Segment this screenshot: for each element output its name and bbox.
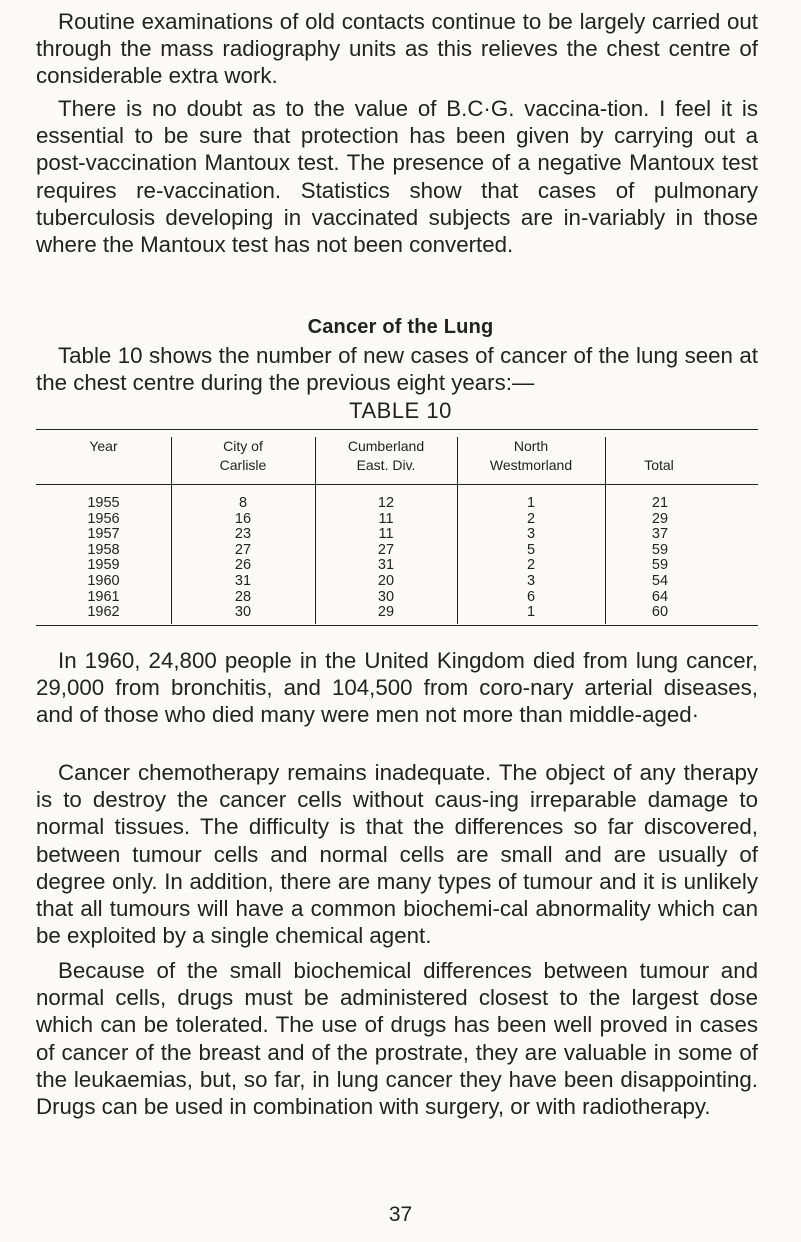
header-city-of-carlisle: City of Carlisle: [219, 438, 267, 473]
paragraph-drug-therapy: Because of the small biochemical differences between tumour and normal cells, drugs must be administered closest to the largest dose which can be tolerated. The use of drugs has been well proved in cases of cancer of the breast and of the prostrate, they are valuable in some of the leukaemias, but, so far, in lung cancer they have been disappointing. Drugs can be used in combination with surgery, or with radiotherapy.: [36, 958, 758, 1120]
column-carlisle-values: 8 16 23 27 26 31 28 30: [234, 495, 252, 621]
table-bottom-rule: [36, 625, 758, 626]
table-title: TABLE 10: [349, 398, 452, 423]
header-total: Total: [644, 457, 674, 473]
table-header-rule: [36, 484, 758, 485]
column-year-values: 1955 1956 1957 1958 1959 1960 1961 1962: [87, 495, 120, 621]
column-total-values: 21 29 37 59 59 54 64 60: [651, 495, 669, 621]
page-number: 37: [388, 1203, 413, 1226]
paragraph-table-intro: Table 10 shows the number of new cases of cancer of the lung seen at the chest centre during the previous eight years:—: [36, 343, 758, 396]
paragraph-bcg-vaccination: There is no doubt as to the value of B.C·G. vaccina-tion. I feel it is essential to be sure that protection has been given by carrying out a post-vaccination Mantoux test. The presence of a negative Mantoux test requires re-vaccination. Statistics show that cases of pulmonary tuberculosis developing in vaccinated subjects are in-variably in those where the Mantoux test has not been converted.: [36, 96, 758, 258]
column-westmorland-values: 1 2 3 5 2 3 6 1: [526, 495, 536, 621]
paragraph-chemotherapy: Cancer chemotherapy remains inadequate. The object of any therapy is to destroy the cancer cells without caus-ing irreparable damage to normal tissues. The difficulty is that the differences so far discovered, between tumour cells and normal cells are small and are usually of degree only. In addition, there are many types of tumour and it is unlikely that all tumours will have a common biochemi-cal abnormality which can be exploited by a single chemical agent.: [36, 760, 758, 949]
header-north-westmorland: North Westmorland: [489, 438, 573, 473]
header-year: Year: [89, 438, 118, 454]
column-cumberland-values: 12 11 11 27 31 20 30 29: [377, 495, 395, 621]
paragraph-lung-cancer-deaths: In 1960, 24,800 people in the United Kingdom died from lung cancer, 29,000 from bronchitis, and 104,500 from coro-nary arterial diseases, and of those who died many were men not more than middle-aged·: [36, 648, 758, 728]
header-cumberland-east-div: Cumberland East. Div.: [347, 438, 425, 473]
table-top-rule: [36, 429, 758, 430]
paragraph-mass-radiography: Routine examinations of old contacts continue to be largely carried out through the mass radiography units as this relieves the chest centre of considerable extra work.: [36, 9, 758, 89]
section-heading: Cancer of the Lung: [307, 316, 494, 338]
